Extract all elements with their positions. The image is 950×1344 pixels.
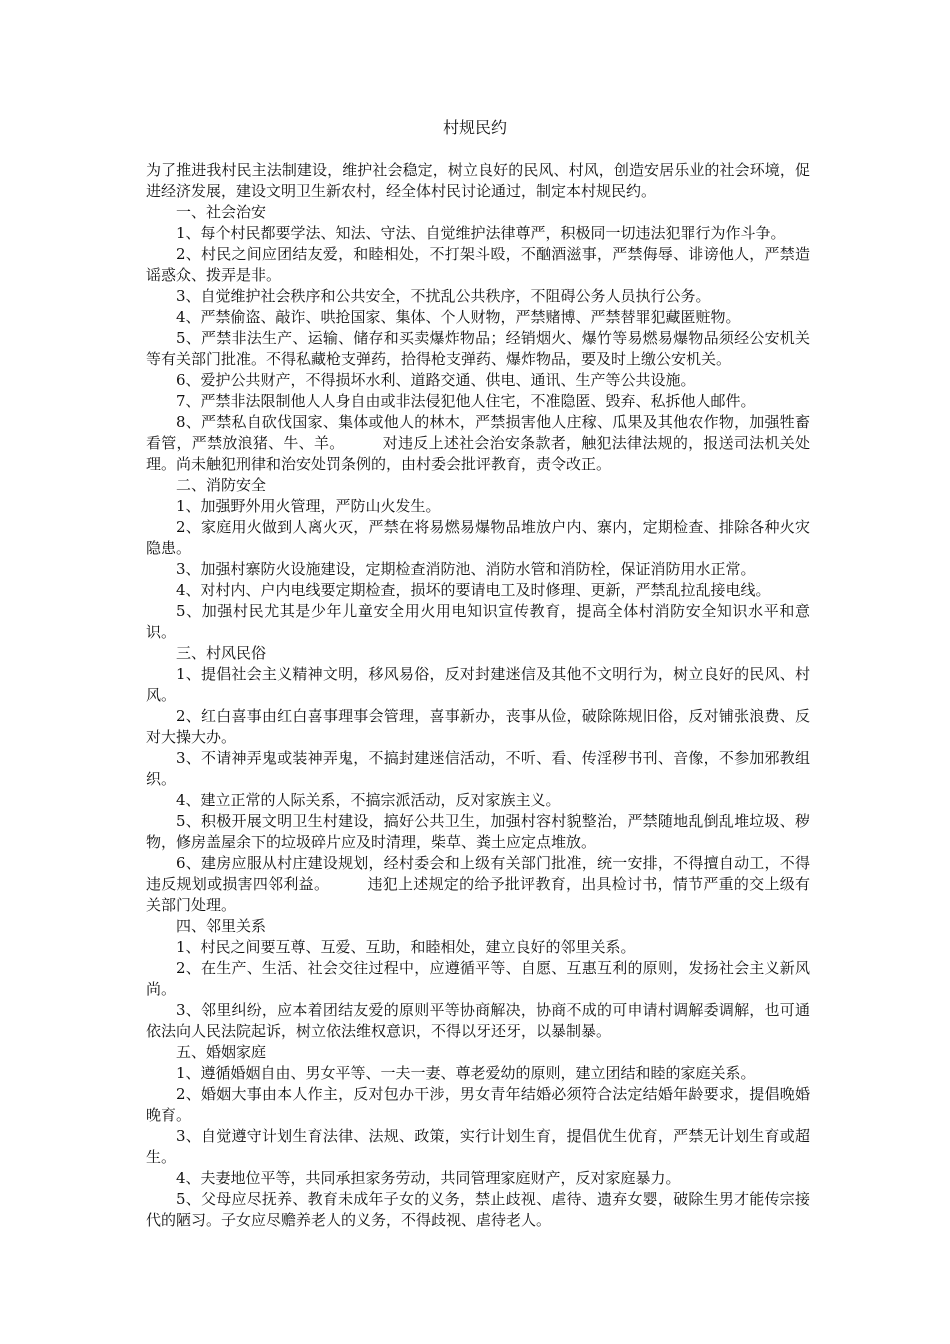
section-item: 3、加强村寨防火设施建设，定期检查消防池、消防水管和消防栓，保证消防用水正常。 bbox=[176, 560, 756, 578]
section-item: 2、村民之间应团结友爱，和睦相处，不打架斗殴，不酗酒滋事，严禁侮辱、诽谤他人，严禁造谣惑众、拨弄是非。 bbox=[146, 245, 810, 284]
section-heading: 二、消防安全 bbox=[176, 476, 267, 494]
section-item: 4、严禁偷盗、敲诈、哄抢国家、集体、个人财物，严禁赌博、严禁替罪犯藏匿赃物。 bbox=[176, 308, 741, 326]
section-item: 3、自觉维护社会秩序和公共安全，不扰乱公共秩序，不阻碍公务人员执行公务。 bbox=[176, 287, 711, 305]
section-item: 8、严禁私自砍伐国家、集体或他人的林木，严禁损害他人庄稼、瓜果及其他农作物，加强牲畜看管，严禁放浪猪、牛、羊。 对违反上述社会治安条款者，触犯法律法规的，报送司法机关处理。尚未触犯刑律和治安处罚条例的，由村委会批评教育，责令改正。 bbox=[146, 413, 810, 473]
section-item: 3、不请神弄鬼或装神弄鬼，不搞封建迷信活动，不听、看、传淫秽书刊、音像，不参加邪教组织。 bbox=[146, 749, 810, 788]
section-item: 1、遵循婚姻自由、男女平等、一夫一妻、尊老爱幼的原则，建立团结和睦的家庭关系。 bbox=[176, 1064, 756, 1082]
section-item: 5、严禁非法生产、运输、储存和买卖爆炸物品；经销烟火、爆竹等易燃易爆物品须经公安机关等有关部门批准。不得私藏枪支弹药，拾得枪支弹药、爆炸物品，要及时上缴公安机关。 bbox=[146, 329, 810, 368]
section-item: 1、加强野外用火管理，严防山火发生。 bbox=[176, 497, 441, 515]
section-item: 5、积极开展文明卫生村建设，搞好公共卫生，加强村容村貌整治，严禁随地乱倒乱堆垃圾、秽物，修房盖屋余下的垃圾碎片应及时清理，柴草、粪土应定点堆放。 bbox=[146, 812, 810, 851]
document-title: 村规民约 bbox=[442, 118, 507, 137]
section-item: 4、建立正常的人际关系，不搞宗派活动，反对家族主义。 bbox=[176, 791, 561, 809]
section-heading: 一、社会治安 bbox=[176, 203, 267, 221]
section-item: 7、严禁非法限制他人人身自由或非法侵犯他人住宅，不准隐匿、毁弃、私拆他人邮件。 bbox=[176, 392, 756, 410]
section-item: 3、自觉遵守计划生育法律、法规、政策，实行计划生育，提倡优生优育，严禁无计划生育或超生。 bbox=[146, 1127, 810, 1166]
document-body bbox=[146, 160, 810, 1231]
section-heading: 五、婚姻家庭 bbox=[176, 1043, 267, 1061]
section-item: 2、在生产、生活、社会交往过程中，应遵循平等、自愿、互惠互利的原则，发扬社会主义新风尚。 bbox=[146, 959, 810, 998]
section-heading: 四、邻里关系 bbox=[176, 917, 267, 935]
section-item: 1、提倡社会主义精神文明，移风易俗，反对封建迷信及其他不文明行为，树立良好的民风、村风。 bbox=[146, 665, 810, 704]
section-item: 2、婚姻大事由本人作主，反对包办干涉，男女青年结婚必须符合法定结婚年龄要求，提倡晚婚晚育。 bbox=[146, 1085, 810, 1124]
section-item: 5、加强村民尤其是少年儿童安全用火用电知识宣传教育，提高全体村消防安全知识水平和意识。 bbox=[146, 602, 810, 641]
section-item: 5、父母应尽抚养、教育未成年子女的义务，禁止歧视、虐待、遗弃女婴，破除生男才能传宗接代的陋习。子女应尽赡养老人的义务，不得歧视、虐待老人。 bbox=[146, 1190, 810, 1229]
section-item: 1、每个村民都要学法、知法、守法、自觉维护法律尊严，积极同一切违法犯罪行为作斗争。 bbox=[176, 224, 786, 242]
section-heading: 三、村风民俗 bbox=[176, 644, 267, 662]
section-item: 4、对村内、户内电线要定期检查，损坏的要请电工及时修理、更新，严禁乱拉乱接电线。 bbox=[176, 581, 771, 599]
section-item: 1、村民之间要互尊、互爱、互助，和睦相处，建立良好的邻里关系。 bbox=[176, 938, 636, 956]
section-item: 6、爱护公共财产，不得损坏水利、道路交通、供电、通讯、生产等公共设施。 bbox=[176, 371, 696, 389]
section-item: 4、夫妻地位平等，共同承担家务劳动，共同管理家庭财产，反对家庭暴力。 bbox=[176, 1169, 681, 1187]
section-item: 3、邻里纠纷，应本着团结友爱的原则平等协商解决，协商不成的可申请村调解委调解，也可通依法向人民法院起诉，树立依法维权意识，不得以牙还牙，以暴制暴。 bbox=[146, 1001, 810, 1040]
section-item: 6、建房应服从村庄建设规划，经村委会和上级有关部门批准，统一安排，不得擅自动工，不得违反规划或损害四邻利益。 违犯上述规定的给予批评教育，出具检讨书，情节严重的交上级有关部门处理。 bbox=[146, 854, 810, 914]
intro-paragraph: 为了推进我村民主法制建设，维护社会稳定，树立良好的民风、村风，创造安居乐业的社会环境，促进经济发展，建设文明卫生新农村，经全体村民讨论通过，制定本村规民约。 bbox=[146, 161, 810, 200]
section-item: 2、红白喜事由红白喜事理事会管理，喜事新办，丧事从俭，破除陈规旧俗，反对铺张浪费、反对大操大办。 bbox=[146, 707, 810, 746]
section-item: 2、家庭用火做到人离火灭，严禁在将易燃易爆物品堆放户内、寨内，定期检查、排除各种火灾隐患。 bbox=[146, 518, 810, 557]
